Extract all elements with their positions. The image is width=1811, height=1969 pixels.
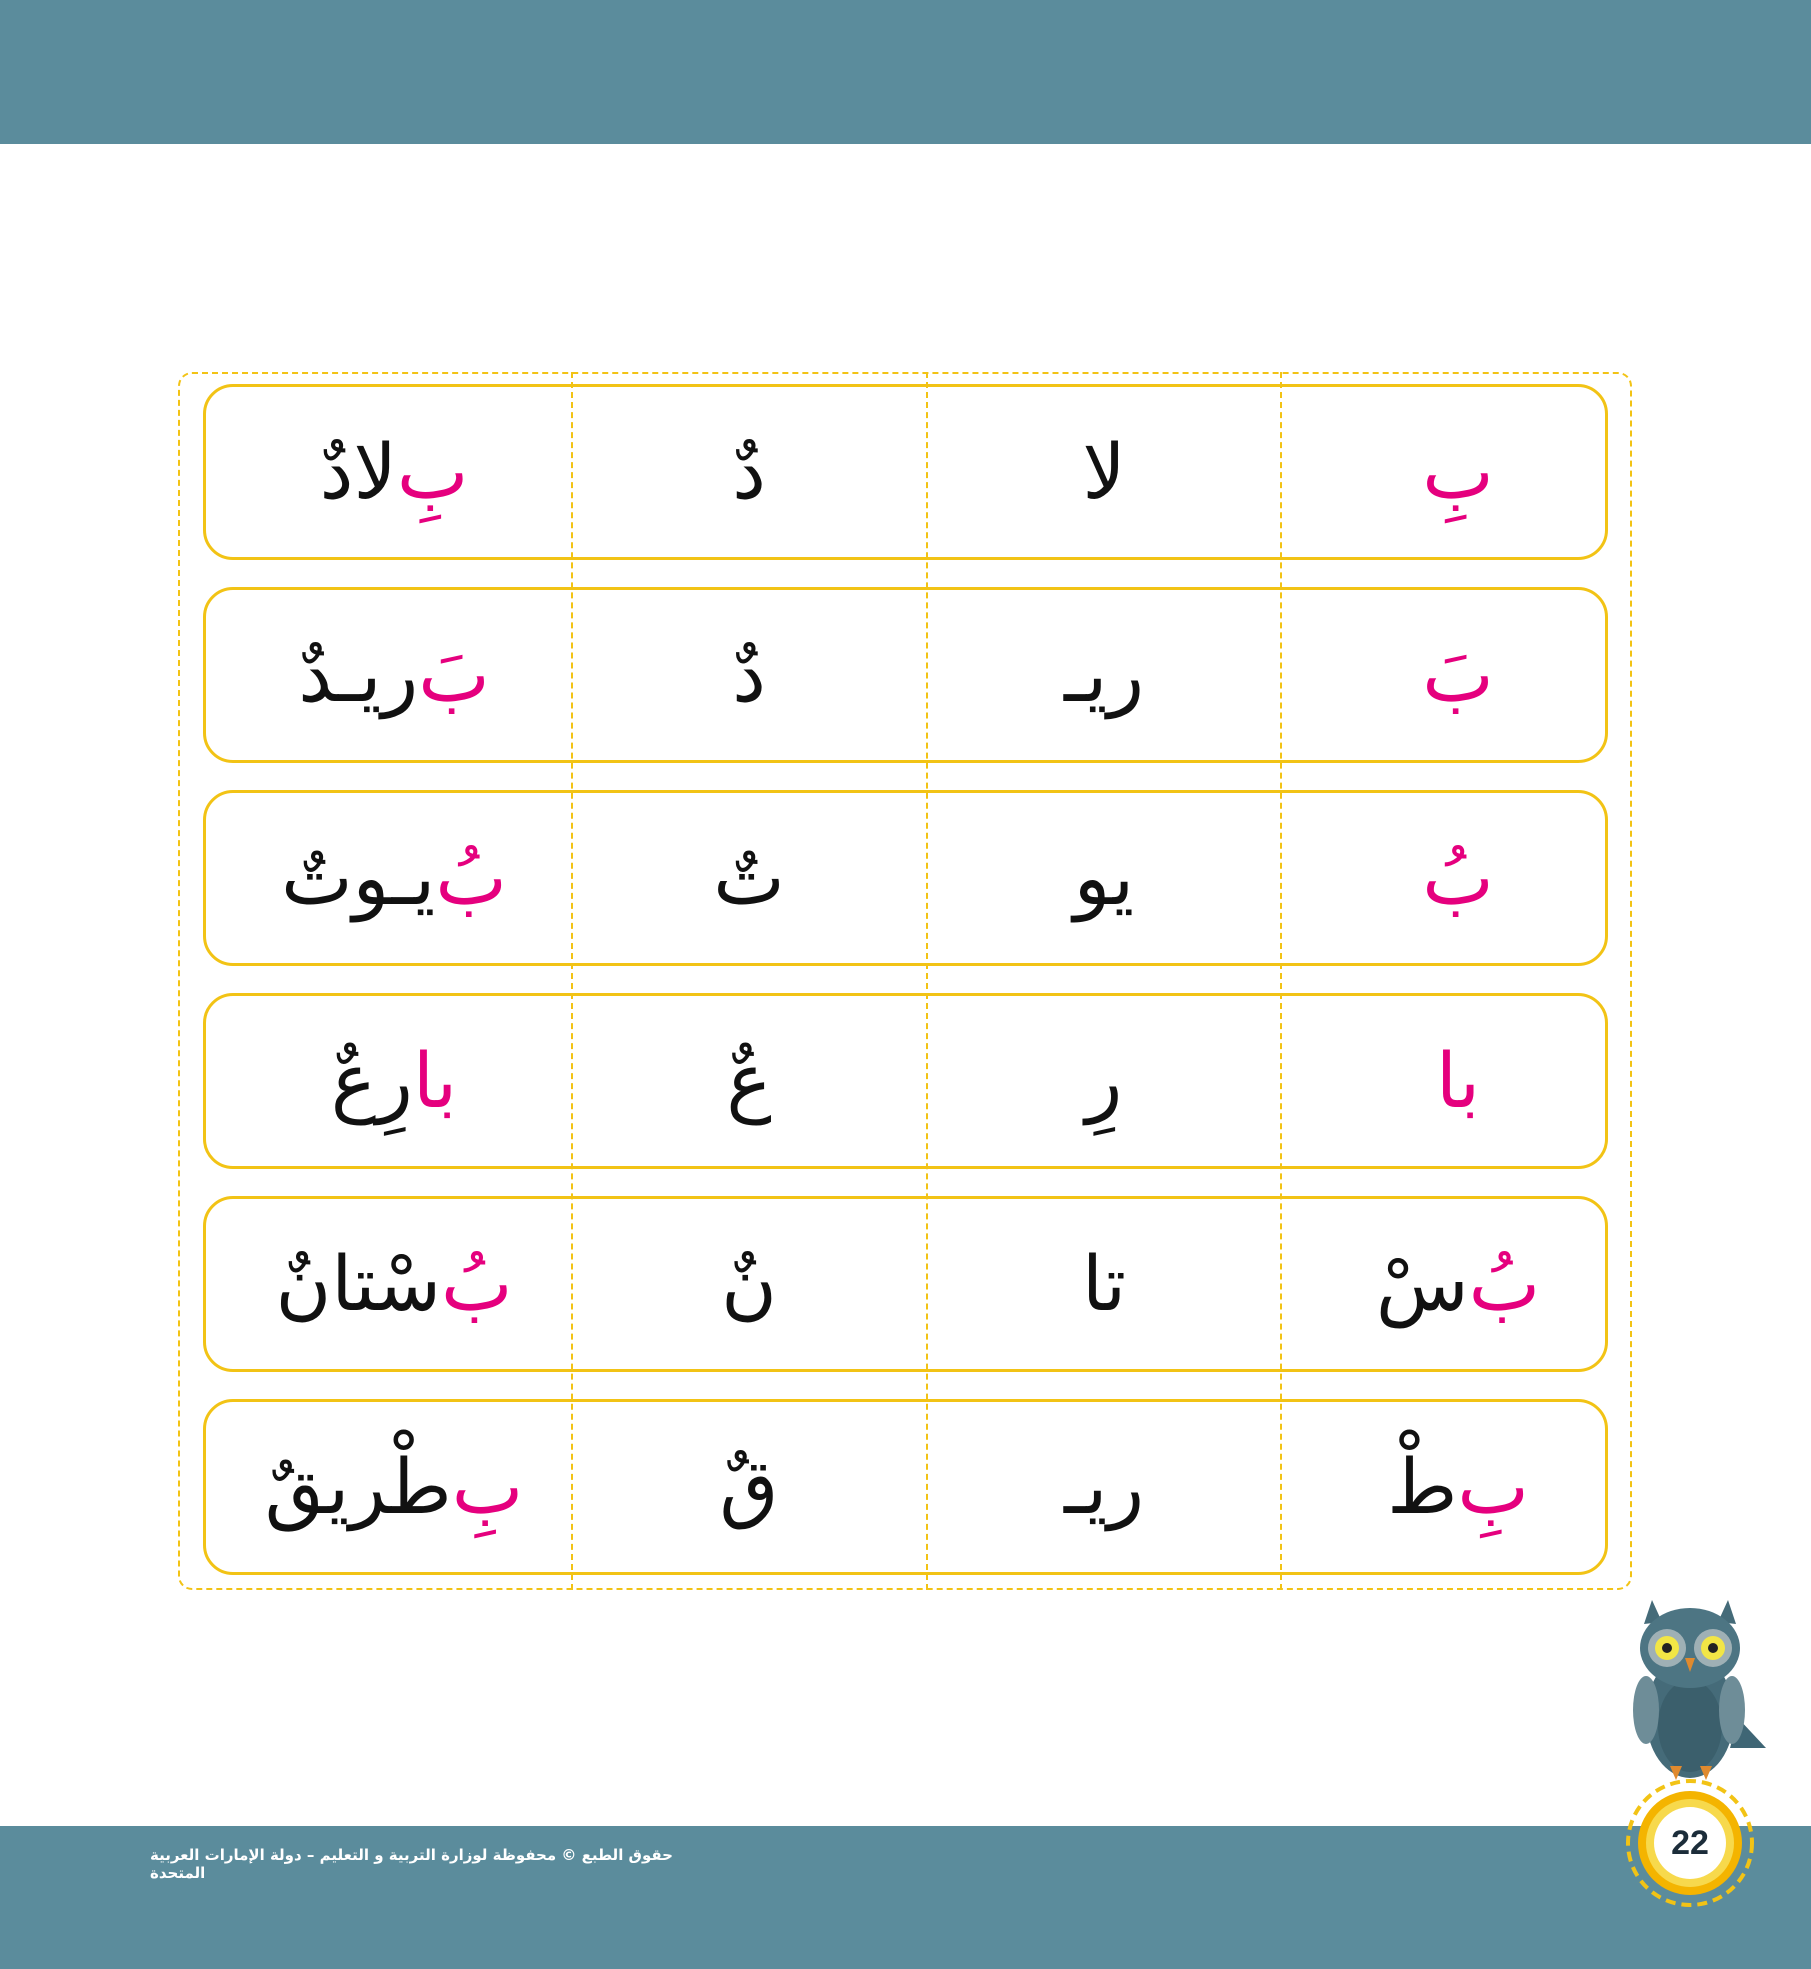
highlighted-letter: با [412, 1036, 458, 1125]
syllable-cell [1281, 1196, 1635, 1372]
remaining-letters: يـوتٌ [281, 833, 436, 922]
highlighted-letter: بِ [451, 1442, 524, 1531]
remaining-letters: رِعٌ [330, 1036, 413, 1125]
syllable-part-cell: دٌ [732, 630, 766, 719]
highlighted-letter: بُ [435, 833, 507, 922]
copyright-text: حقوق الطبع © محفوظة لوزارة التربية و التعليم – دولة الإمارات العربية المتحدة [150, 1846, 673, 1882]
highlighted-letter: بِ [396, 427, 469, 516]
word-cell [217, 790, 571, 966]
syllable-cell [1281, 790, 1635, 966]
syllable-part-cell: تا [1081, 1239, 1127, 1328]
syllable-part-cell: نٌ [721, 1239, 777, 1328]
remaining-letters: ريـدٌ [298, 630, 419, 719]
syllable-cell [1281, 587, 1635, 763]
syllable-part-cell: يو [1073, 833, 1135, 922]
highlighted-letter: با [1435, 1036, 1481, 1125]
owl-mascot-icon [1618, 1598, 1768, 1783]
highlighted-letter: بِ [1422, 427, 1494, 516]
highlighted-letter: بَ [418, 630, 490, 719]
syllable-part-cell: لا [1082, 427, 1126, 516]
syllable-cell [1281, 384, 1635, 560]
syllable-part-cell: ريـ [1063, 630, 1145, 719]
syllable-part-cell: عٌ [726, 1036, 772, 1125]
word-cell [217, 1399, 571, 1575]
remaining-letters: طْريقٌ [264, 1442, 452, 1531]
highlighted-letter: بُ [441, 1239, 513, 1328]
word-cell [217, 384, 571, 560]
highlighted-letter: بُ [1422, 833, 1494, 922]
highlighted-letter: بُ [1468, 1239, 1541, 1328]
remaining-letters: طْ [1387, 1442, 1458, 1531]
syllable-part-cell: ريـ [1063, 1442, 1145, 1531]
syllable-cell [1281, 1399, 1635, 1575]
syllable-part-cell: دٌ [732, 427, 766, 516]
syllable-part-cell: تٌ [713, 833, 785, 922]
word-cell [217, 993, 571, 1169]
word-cell [217, 587, 571, 763]
syllable-part-cell: قٌ [719, 1442, 779, 1531]
highlighted-letter: بَ [1422, 630, 1494, 719]
top-header-band [0, 0, 1811, 144]
highlighted-letter: بِ [1457, 1442, 1529, 1531]
page-number: 22 [1671, 1823, 1709, 1862]
remaining-letters: سْتانٌ [275, 1239, 442, 1328]
remaining-letters: سْ [1375, 1239, 1469, 1328]
syllable-cell [1281, 993, 1635, 1169]
syllable-part-cell: رِ [1085, 1036, 1123, 1125]
remaining-letters: لادٌ [319, 427, 397, 516]
word-cell [217, 1196, 571, 1372]
